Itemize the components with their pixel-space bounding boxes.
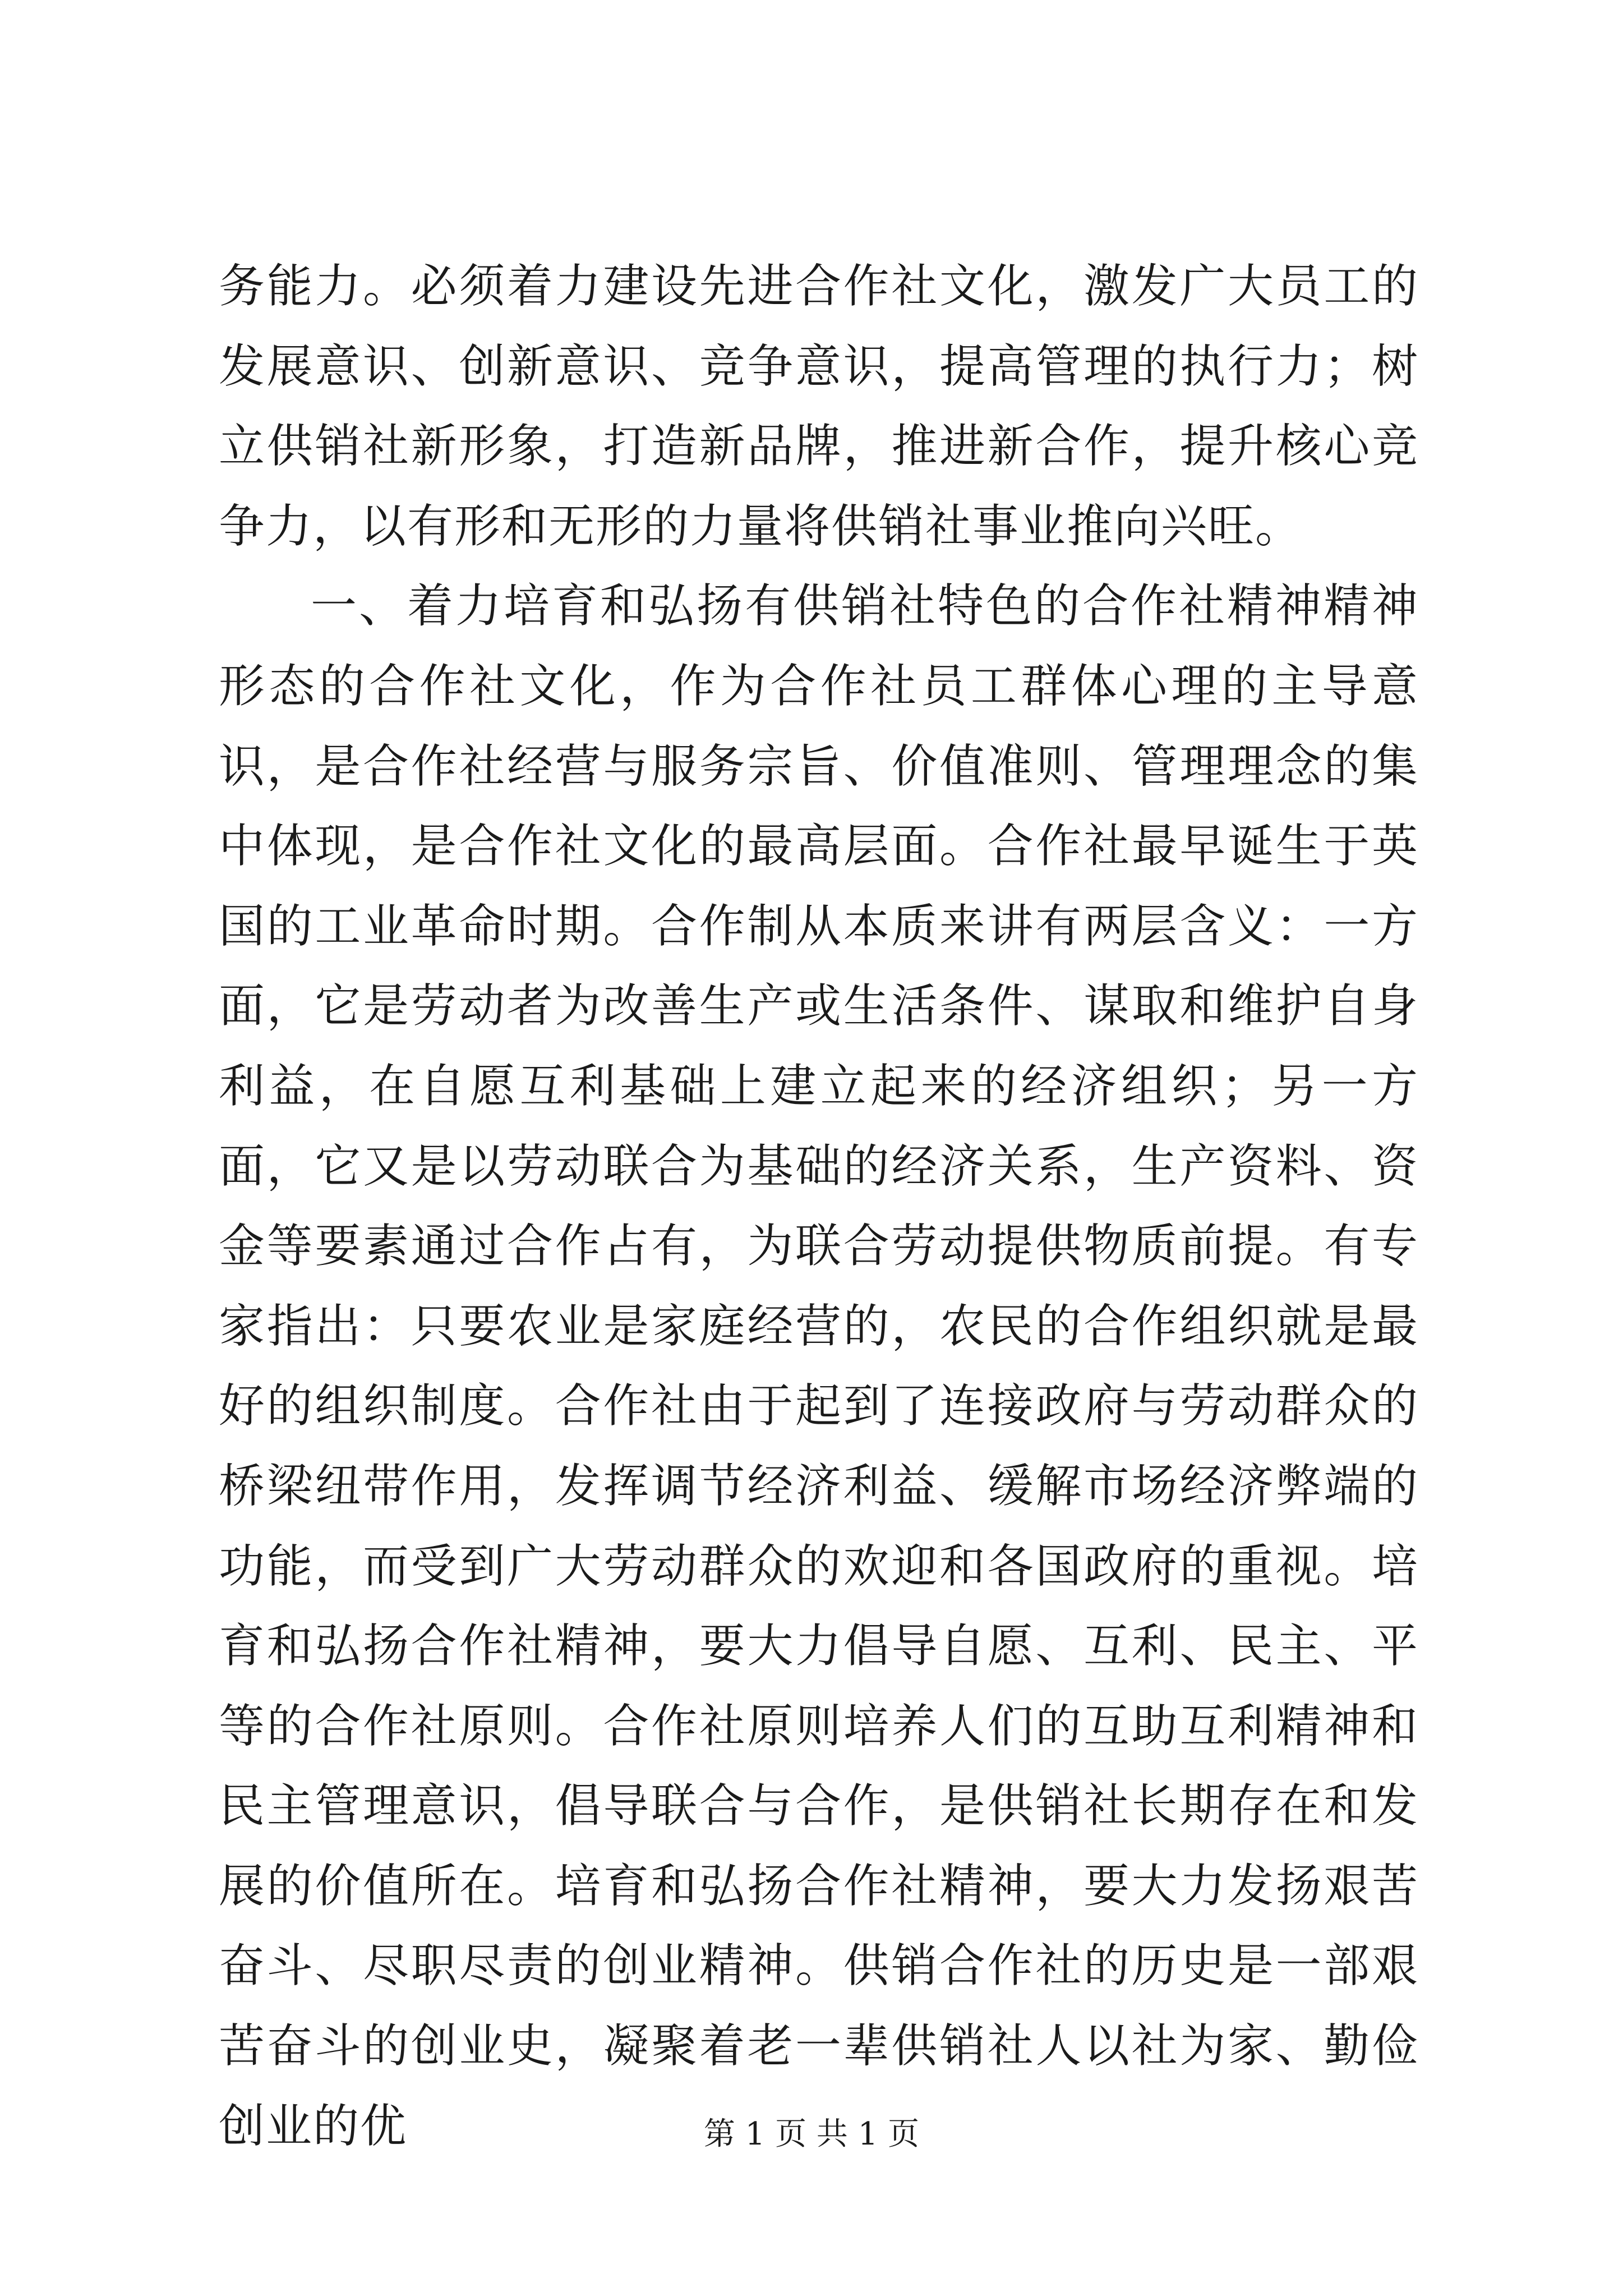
paragraph-continuation: 务能力。必须着力建设先进合作社文化，激发广大员工的发展意识、创新意识、竞争意识，提高管理的执行力；树立供销社新形象，打造新品牌，推进新合作，提升核心竞争力，以有形和无形的力量将供销社事业推向兴旺。 xyxy=(219,260,1419,553)
paragraph-section-one: 一、着力培育和弘扬有供销社特色的合作社精神精神形态的合作社文化，作为合作社员工群体心理的主导意识，是合作社经营与服务宗旨、价值准则、管理理念的集中体现，是合作社文化的最高层面。合作社最早诞生于英国的工业革命时期。合作制从本质来讲有两层含义：一方面，它是劳动者为改善生产或生活条件、谋取和维护自身利益，在自愿互利基础上建立起来的经济组织；另一方面，它又是以劳动联合为基础的经济关系，生产资料、资金等要素通过合作占有，为联合劳动提供物质前提。有专家指出：只要农业是家庭经营的，农民的合作组织就是最好的组织制度。合作社由于起到了连接政府与劳动群众的桥梁纽带作用，发挥调节经济利益、缓解市场经济弊端的功能，而受到广大劳动群众的欢迎和各国政府的重视。培育和弘扬合作社精神，要大力倡导自愿、互利、民主、平等的合作社原则。合作社原则培养人们的互助互利精神和民主管理意识，倡导联合与合作，是供销社长期存在和发展的价值所在。培育和弘扬合作社精神，要大力发扬艰苦奋斗、尽职尽责的创业精神。供销合作社的历史是一部艰苦奋斗的创业史，凝聚着老一辈供销社人以社为家、勤俭创业的优 xyxy=(219,579,1419,2153)
page-footer: 第 1 页 共 1 页 xyxy=(703,2116,920,2152)
document-body xyxy=(219,247,1419,2166)
